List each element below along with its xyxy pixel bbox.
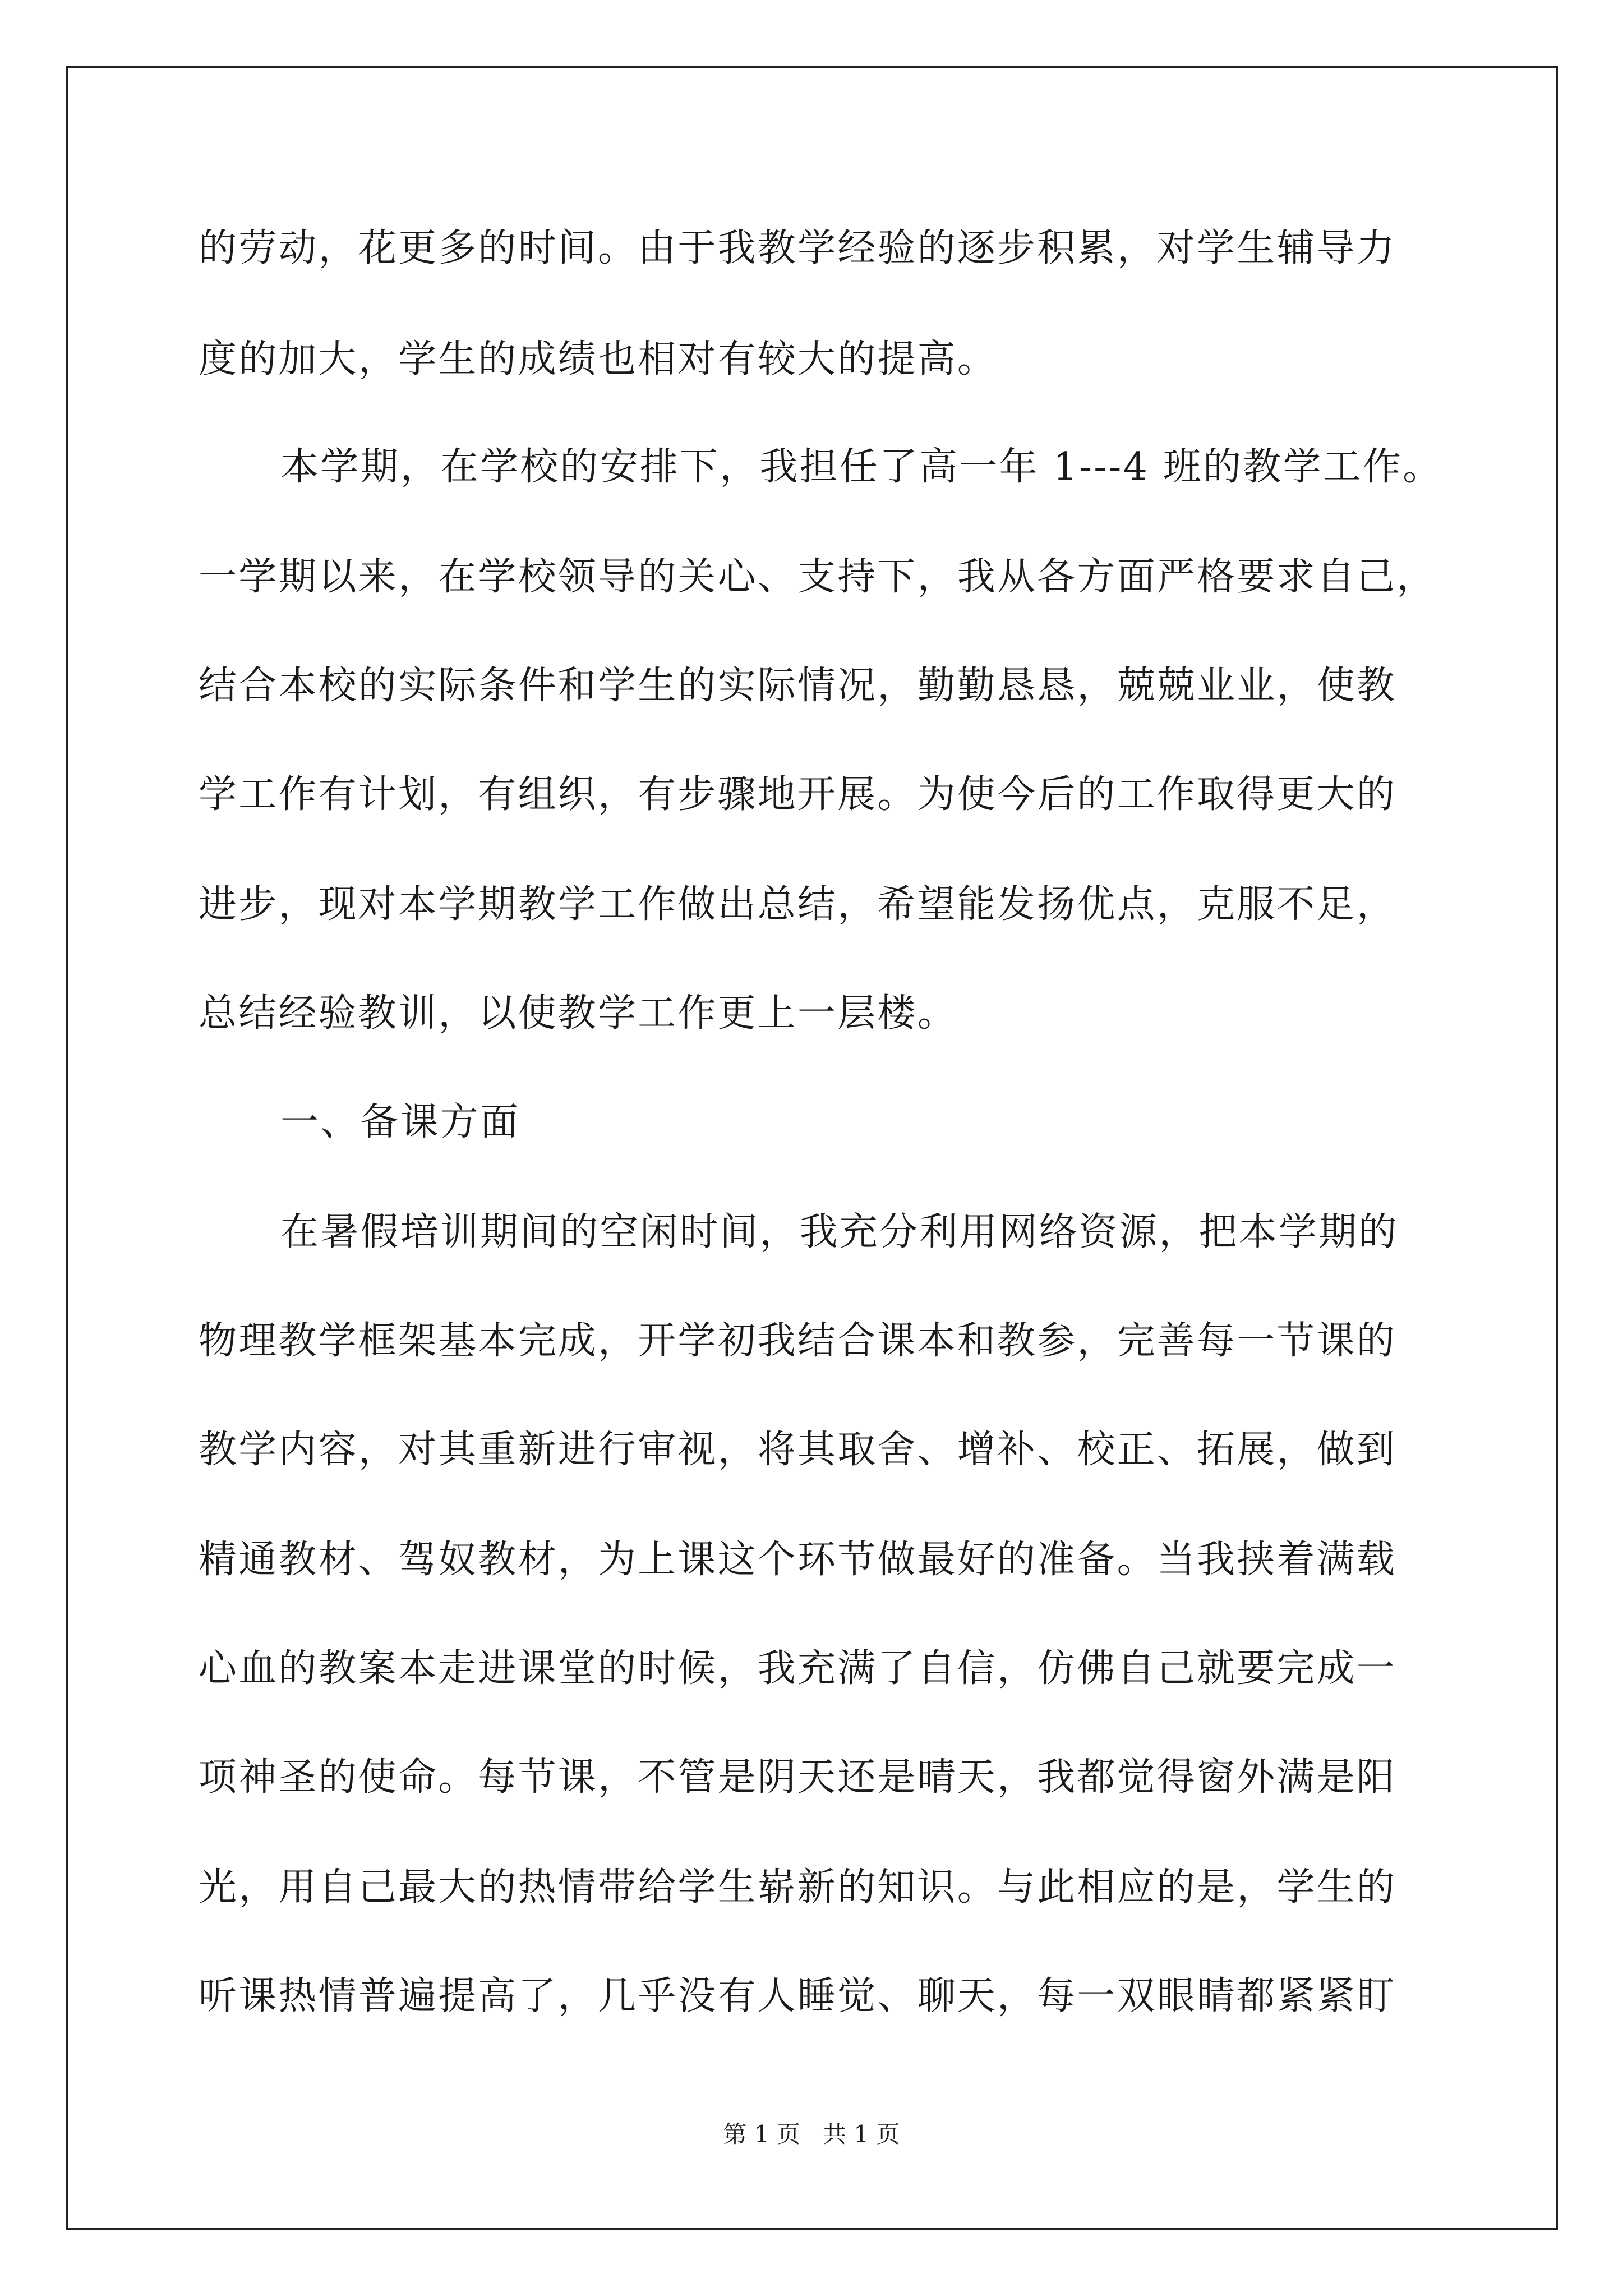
text-line: 精通教材、驾奴教材，为上课这个环节做最好的准备。当我挟着满载 — [199, 1538, 1397, 1582]
text-line: 心血的教案本走进课堂的时候，我充满了自信，仿佛自己就要完成一 — [199, 1646, 1397, 1691]
text-line: 度的加大，学生的成绩也相对有较大的提高。 — [199, 337, 998, 381]
paragraph-line: 本学期，在学校的安排下，我担任了高一年 1---4 班的教学工作。 — [280, 445, 1443, 489]
text-line: 的劳动，花更多的时间。由于我教学经验的逐步积累，对学生辅导力 — [199, 226, 1397, 270]
text-line: 进步，现对本学期教学工作做出总结，希望能发扬优点，克服不足， — [199, 882, 1397, 927]
section-heading: 一、备课方面 — [280, 1100, 520, 1144]
text-line: 教学内容，对其重新进行审视，将其取舍、增补、校正、拓展，做到 — [199, 1428, 1397, 1472]
text-line: 听课热情普遍提高了，几乎没有人睡觉、聊天，每一双眼睛都紧紧盯 — [199, 1974, 1397, 2018]
text-line: 项神圣的使命。每节课，不管是阴天还是晴天，我都觉得窗外满是阳 — [199, 1755, 1397, 1800]
text-line: 学工作有计划，有组织，有步骤地开展。为使今后的工作取得更大的 — [199, 772, 1397, 817]
text-line: 一学期以来，在学校领导的关心、支持下，我从各方面严格要求自己， — [199, 555, 1437, 599]
text-line: 光，用自己最大的热情带给学生崭新的知识。与此相应的是，学生的 — [199, 1865, 1397, 1910]
paragraph-line: 在暑假培训期间的空闲时间，我充分利用网络资源，把本学期的 — [280, 1210, 1399, 1254]
text-line: 结合本校的实际条件和学生的实际情况，勤勤恳恳，兢兢业业，使教 — [199, 664, 1397, 708]
page-footer: 第 1 页 共 1 页 — [723, 2120, 900, 2148]
text-line: 总结经验教训，以使教学工作更上一层楼。 — [199, 991, 957, 1036]
text-line: 物理教学框架基本完成，开学初我结合课本和教参，完善每一节课的 — [199, 1319, 1397, 1363]
